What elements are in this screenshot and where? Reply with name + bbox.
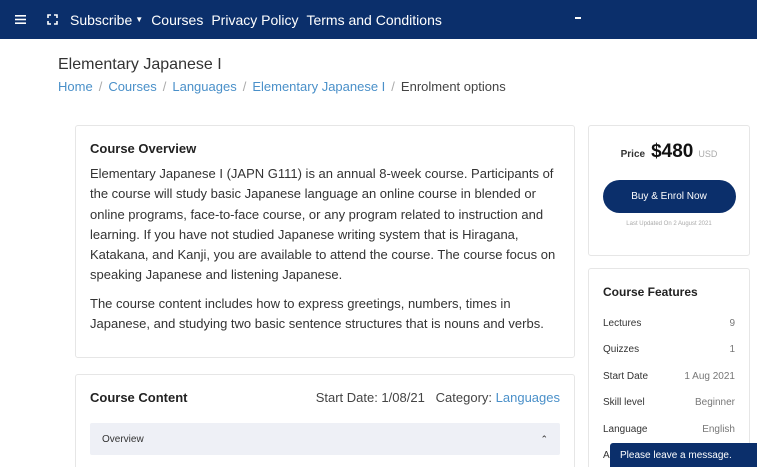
feature-value: 1	[729, 344, 735, 356]
fullscreen-icon[interactable]	[47, 0, 59, 39]
breadcrumb-languages[interactable]: Languages	[172, 79, 237, 94]
feature-value: English	[702, 423, 735, 435]
feature-row	[603, 390, 735, 417]
chevron-up-icon: ⌃	[540, 433, 548, 444]
nav-link-label: Subscribe	[70, 11, 133, 28]
minus-icon[interactable]	[575, 17, 581, 19]
overview-paragraph: Elementary Japanese I (JAPN G111) is an annual 8-week course. Participants of the course will study basic Japanese language an online course in blended or online programs, face-to-face course, or any program related to instruction and learning. If you have not studied Japanese writing system that is Hiragana, Katakana, and Kanji, you are available to attend the course. The course focus on speaking Japanese and listening Japanese.	[90, 166, 556, 283]
price-currency: USD	[698, 149, 718, 159]
feature-value: 1 Aug 2021	[684, 370, 735, 382]
breadcrumb-current: Enrolment options	[400, 79, 506, 94]
breadcrumb-course[interactable]: Elementary Japanese I	[252, 79, 386, 94]
course-features-card	[588, 268, 750, 467]
course-meta	[316, 390, 560, 405]
page-title: Elementary Japanese I	[58, 56, 222, 73]
breadcrumb-separator: /	[242, 79, 247, 94]
feature-label: Lectures	[603, 317, 642, 329]
overview-accordion[interactable]	[90, 423, 560, 455]
feature-value: Beginner	[694, 397, 735, 409]
nav-link-privacy-policy[interactable]: Privacy Policy	[211, 11, 299, 28]
hamburger-icon[interactable]	[15, 0, 29, 39]
price-card	[588, 125, 750, 256]
price-label: Price	[620, 149, 646, 160]
last-updated: Last Updated On 2 August 2021	[626, 221, 712, 227]
feature-label: A	[603, 450, 610, 462]
buy-enrol-button[interactable]: Buy & Enrol Now	[603, 180, 736, 213]
feature-row	[603, 416, 735, 443]
overview-paragraph: The course content includes how to express greetings, numbers, times in Japanese, and studying two basic sentence structures that is nouns and verbs.	[90, 295, 544, 332]
category-link[interactable]: Languages	[495, 390, 560, 405]
course-content-card	[75, 374, 575, 467]
nav-link-courses[interactable]: Courses	[151, 11, 204, 28]
caret-down-icon: ▼	[135, 15, 144, 24]
price-value: $480	[651, 141, 694, 162]
course-overview-heading: Course Overview	[90, 141, 197, 156]
top-navbar	[0, 0, 757, 39]
nav-link-subscribe[interactable]	[70, 12, 143, 28]
breadcrumb-home[interactable]: Home	[58, 79, 93, 94]
course-overview-card	[75, 125, 575, 358]
nav-link-terms[interactable]: Terms and Conditions	[306, 11, 442, 28]
breadcrumb-separator: /	[391, 79, 395, 94]
feature-row	[603, 363, 735, 390]
course-content-heading: Course Content	[90, 390, 188, 405]
feature-value: 9	[729, 317, 735, 329]
course-features-heading: Course Features	[603, 285, 698, 299]
feature-row	[603, 337, 735, 364]
breadcrumb	[58, 79, 506, 94]
breadcrumb-courses[interactable]: Courses	[108, 79, 157, 94]
feature-label: Language	[603, 423, 648, 435]
feature-label: Quizzes	[603, 344, 640, 356]
start-date: Start Date: 1/08/21	[315, 390, 425, 405]
breadcrumb-separator: /	[98, 79, 103, 94]
accordion-label: Overview	[102, 433, 144, 445]
chat-widget[interactable]: Please leave a message.	[610, 443, 757, 467]
feature-label: Skill level	[603, 397, 645, 409]
feature-row	[603, 310, 735, 337]
breadcrumb-separator: /	[162, 79, 167, 94]
nav-links	[70, 0, 450, 39]
feature-label: Start Date	[603, 370, 649, 382]
category-label: Category:	[435, 390, 493, 405]
